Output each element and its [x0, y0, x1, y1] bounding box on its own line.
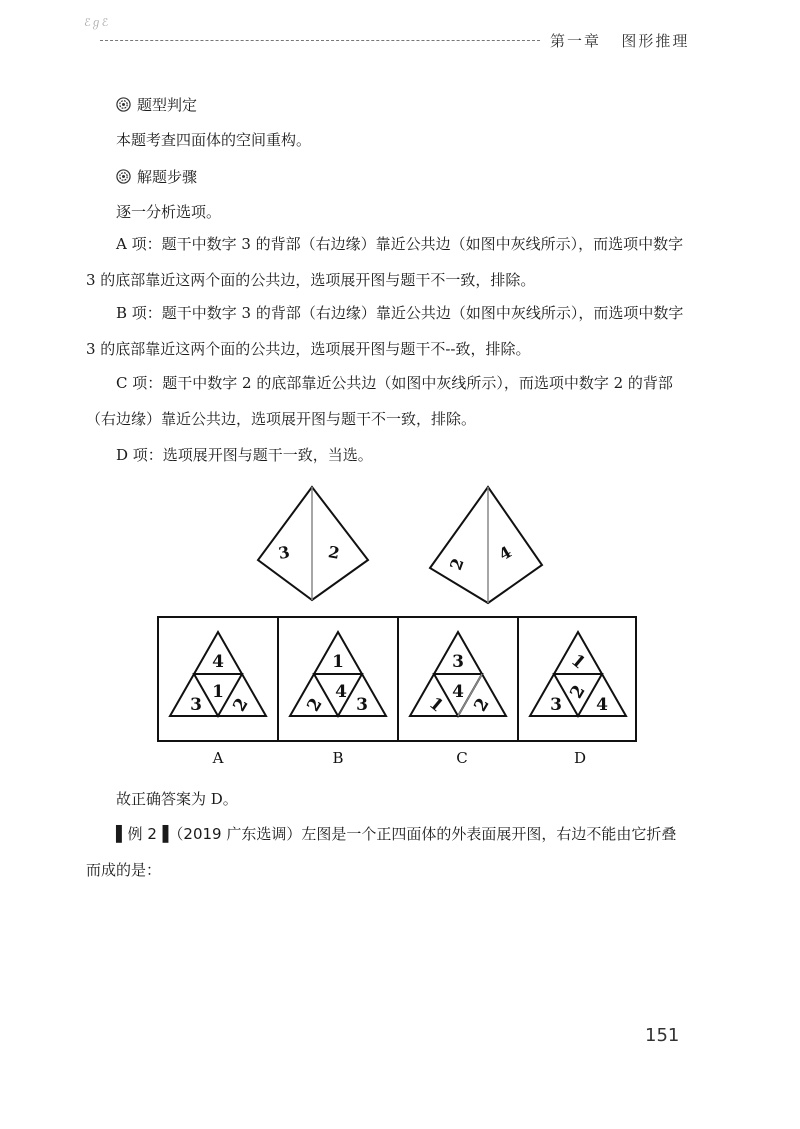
option-a-right: 2 — [229, 694, 253, 716]
option-a-top: 4 — [212, 652, 224, 672]
paragraph-option-d: D 项：选项展开图与题干一致，当选。 — [116, 446, 373, 464]
pyramid-2-face-right: 4 — [495, 542, 515, 565]
option-c-right: 2 — [470, 694, 494, 716]
pyramid-1-face-right: 2 — [326, 542, 342, 563]
option-d-right: 4 — [596, 695, 608, 715]
option-a-left: 3 — [190, 695, 202, 715]
page-number: 151 — [645, 1025, 680, 1046]
chapter-label: 第一章 — [550, 32, 602, 50]
section-title-steps: 解题步骤 — [116, 166, 197, 187]
option-a-center: 1 — [212, 682, 224, 702]
option-label-c: C — [456, 749, 468, 767]
paragraph-option-a: A 项：题干中数字 3 的背部（右边缘）靠近公共边（如图中灰线所示），而选项中数字 3 的底部靠近这两个面的公共边，选项展开图与题干不一致，排除。 — [86, 235, 684, 289]
option-c-top: 3 — [452, 652, 464, 672]
header-ornament: ℰℊℰ — [84, 16, 109, 29]
pyramid-1-face-left: 3 — [276, 542, 292, 563]
option-b-center: 4 — [335, 682, 347, 702]
paragraph-intro: 逐一分析选项。 — [116, 203, 222, 221]
option-c-left: 1 — [425, 693, 447, 717]
paragraph-option-c: C 项：题干中数字 2 的底部靠近公共边（如图中灰线所示），而选项中数字 2 的背部（右边缘）靠近公共边，选项展开图与题干不一致，排除。 — [86, 374, 673, 428]
pyramid-2-outline — [430, 487, 542, 603]
option-d-left: 3 — [550, 695, 562, 715]
paragraph-option-b: B 项：题干中数字 3 的背部（右边缘）靠近公共边（如图中灰线所示），而选项中数字 3 的底部靠近这两个面的公共边，选项展开图与题干不--致，排除。 — [86, 304, 684, 358]
option-d-center: 2 — [566, 681, 590, 703]
example-label: 例 2 — [127, 825, 157, 843]
option-d-net — [530, 632, 626, 716]
option-b-left: 2 — [303, 694, 327, 716]
option-c-net — [410, 632, 506, 716]
example-bracket-left: ▌ — [116, 825, 128, 843]
option-c-center: 4 — [452, 682, 464, 702]
option-b-net — [290, 632, 386, 716]
option-a-net — [170, 632, 266, 716]
option-label-a: A — [212, 749, 224, 767]
example-text: （2019 广东选调）左图是一个正四面体的外表面展开图，右边不能由它折叠而成的是： — [86, 825, 677, 879]
chapter-title: 图形推理 — [621, 32, 690, 50]
option-b-right: 3 — [356, 695, 368, 715]
option-d-top: 1 — [567, 650, 589, 674]
paragraph-type: 本题考查四面体的空间重构。 — [116, 131, 312, 149]
option-label-b: B — [332, 749, 344, 767]
example-2-question — [86, 816, 686, 888]
option-b-top: 1 — [332, 652, 344, 672]
answer-text: 故正确答案为 D。 — [116, 790, 238, 808]
example-bracket-right: ▐ — [156, 825, 169, 843]
option-label-d: D — [573, 749, 587, 767]
pyramid-1-outline — [258, 487, 368, 600]
section-title-type: 题型判定 — [116, 94, 197, 115]
pyramid-2-face-left: 2 — [445, 555, 468, 573]
